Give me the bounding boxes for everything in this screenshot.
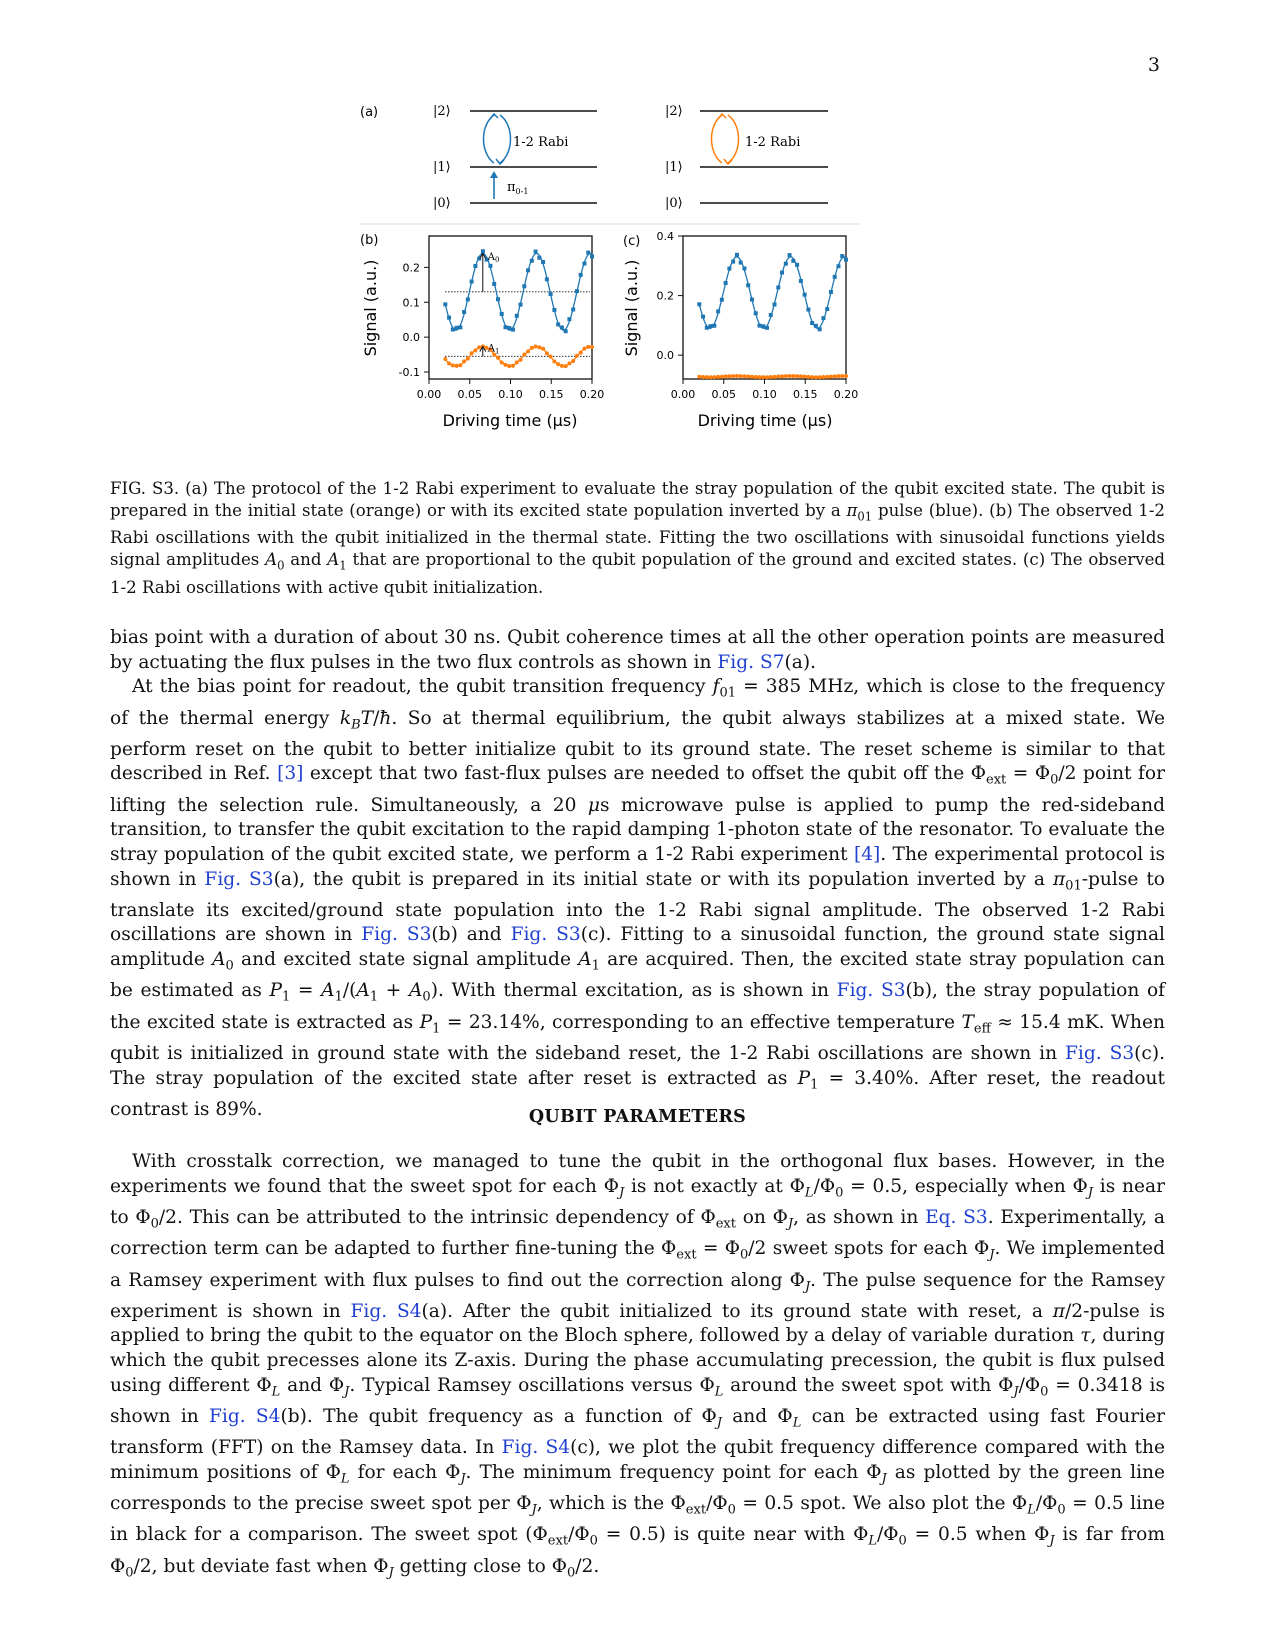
data-point bbox=[765, 326, 769, 330]
data-point bbox=[567, 361, 571, 365]
data-point bbox=[825, 375, 829, 379]
data-point bbox=[821, 316, 825, 320]
data-point bbox=[466, 357, 470, 361]
panel-c-xlabel: Driving time (μs) bbox=[697, 411, 833, 430]
data-point bbox=[727, 267, 731, 271]
caption-pi-sub: 01 bbox=[857, 508, 873, 523]
x-tick-label: 0.20 bbox=[579, 388, 605, 401]
level-2-label-right: |2⟩ bbox=[665, 104, 683, 119]
panel-c-ylabel: Signal (a.u.) bbox=[622, 259, 641, 357]
data-point bbox=[754, 375, 758, 379]
data-point bbox=[776, 285, 780, 289]
x-tick-label: 0.10 bbox=[498, 388, 523, 401]
data-point bbox=[731, 260, 735, 264]
ref-3[interactable]: [3] bbox=[277, 763, 304, 785]
data-point bbox=[761, 375, 765, 379]
data-point bbox=[530, 259, 534, 263]
caption-part-3: that are proportional to the qubit population of the ground and excited states. (c) The observed 1-2 Rabi oscillations with active qubit initialization. bbox=[110, 549, 1166, 597]
ref-fig-s4c[interactable]: Fig. S4 bbox=[501, 1437, 571, 1459]
panel-b-label: (b) bbox=[360, 233, 379, 248]
level-0-label: |0⟩ bbox=[433, 196, 451, 211]
rabi-label-right: 1-2 Rabi bbox=[745, 135, 801, 150]
data-point bbox=[844, 258, 848, 262]
data-point bbox=[477, 345, 481, 349]
data-point bbox=[757, 375, 761, 379]
ref-fig-s3c[interactable]: Fig. S3 bbox=[510, 924, 581, 946]
data-point bbox=[500, 361, 504, 365]
data-point bbox=[537, 256, 541, 260]
data-point bbox=[564, 329, 568, 333]
data-point bbox=[705, 375, 709, 379]
data-point bbox=[724, 281, 728, 285]
data-point bbox=[735, 253, 739, 257]
pi01-label: $\pi_{0-1}$ bbox=[507, 180, 529, 196]
x-tick-label: 0.20 bbox=[833, 388, 859, 401]
data-point bbox=[579, 351, 583, 355]
data-point bbox=[825, 307, 829, 311]
data-point bbox=[519, 303, 523, 307]
data-point bbox=[814, 375, 818, 379]
a0-label: $A_0$ bbox=[487, 251, 500, 264]
data-point bbox=[552, 359, 556, 363]
data-point bbox=[458, 363, 462, 367]
data-point bbox=[507, 326, 511, 330]
data-point bbox=[582, 262, 586, 266]
y-tick-label: 0.1 bbox=[402, 296, 420, 310]
paragraph-bias-point: bias point with a duration of about 30 ns. Qubit coherence times at all the other operation points are measured by actuating the flux pulses in the two flux controls as shown in Fig. S7(a). bbox=[110, 627, 1165, 673]
data-point bbox=[810, 321, 814, 325]
ref-eq-s3[interactable]: Eq. S3 bbox=[925, 1206, 988, 1228]
body-text-upper bbox=[110, 626, 1165, 1122]
panel-b-ylabel: Signal (a.u.) bbox=[361, 259, 380, 357]
data-point bbox=[541, 347, 545, 351]
data-point bbox=[541, 260, 545, 264]
y-tick-label: 0.4 bbox=[656, 230, 674, 243]
data-point bbox=[795, 263, 799, 267]
data-point bbox=[511, 364, 515, 368]
data-point bbox=[488, 264, 492, 268]
data-point bbox=[447, 361, 451, 365]
x-tick-label: 0.15 bbox=[793, 388, 818, 401]
data-point bbox=[519, 358, 523, 362]
data-point bbox=[556, 322, 560, 326]
data-point bbox=[791, 259, 795, 263]
data-point bbox=[836, 374, 840, 378]
data-point bbox=[746, 375, 750, 379]
data-point bbox=[549, 292, 553, 296]
y-tick-label: 0.2 bbox=[402, 261, 420, 275]
data-point bbox=[575, 354, 579, 358]
page-number: 3 bbox=[1147, 54, 1160, 76]
caption-fig-label: FIG. S3. bbox=[110, 479, 180, 498]
caption-pi: π bbox=[846, 500, 858, 520]
level-2-label: |2⟩ bbox=[433, 104, 451, 119]
data-point bbox=[814, 324, 818, 328]
x-tick-label: 0.10 bbox=[752, 388, 777, 401]
data-point bbox=[511, 328, 515, 332]
data-point bbox=[709, 375, 713, 379]
data-point bbox=[788, 374, 792, 378]
y-tick-label: -0.1 bbox=[398, 366, 420, 380]
data-point bbox=[784, 262, 788, 266]
data-point bbox=[522, 284, 526, 288]
data-point bbox=[840, 374, 844, 378]
data-point bbox=[697, 302, 701, 306]
data-point bbox=[492, 282, 496, 286]
data-point bbox=[742, 374, 746, 378]
data-point bbox=[716, 309, 720, 313]
data-point bbox=[840, 254, 844, 258]
data-point bbox=[833, 374, 837, 378]
data-point bbox=[697, 375, 701, 379]
data-point bbox=[709, 324, 713, 328]
data-point bbox=[503, 325, 507, 329]
caption-a1-sub: 1 bbox=[339, 558, 347, 573]
data-point bbox=[750, 375, 754, 379]
ref-fig-s3b[interactable]: Fig. S3 bbox=[361, 924, 432, 946]
data-point bbox=[750, 298, 754, 302]
data-point bbox=[742, 266, 746, 270]
panel-b-chart bbox=[361, 236, 604, 430]
data-point bbox=[784, 374, 788, 378]
data-point bbox=[836, 264, 840, 268]
ref-fig-s3b-2[interactable]: Fig. S3 bbox=[836, 980, 906, 1002]
panel-a-left-levels bbox=[433, 104, 597, 211]
data-point bbox=[799, 374, 803, 378]
data-point bbox=[810, 375, 814, 379]
data-point bbox=[712, 375, 716, 379]
ref-fig-s3a[interactable]: Fig. S3 bbox=[204, 868, 274, 890]
data-point bbox=[571, 307, 575, 311]
level-0-label-right: |0⟩ bbox=[665, 196, 683, 211]
ref-fig-s4a[interactable]: Fig. S4 bbox=[350, 1300, 422, 1322]
level-1-label: |1⟩ bbox=[433, 160, 451, 175]
data-point bbox=[507, 364, 511, 368]
data-point bbox=[727, 374, 731, 378]
data-point bbox=[496, 297, 500, 301]
data-point bbox=[821, 375, 825, 379]
data-point bbox=[534, 250, 538, 254]
x-tick-label: 0.05 bbox=[711, 388, 736, 401]
panel-b-xlabel: Driving time (μs) bbox=[442, 411, 578, 430]
data-point bbox=[473, 264, 477, 268]
data-point bbox=[515, 314, 519, 318]
data-point bbox=[496, 356, 500, 360]
data-point bbox=[552, 308, 556, 312]
paragraph-readout: At the bias point for readout, the qubit transition frequency $f_{01} = 385$ MHz, which is close to the frequency of the thermal energy $k_BT/ħ$. So at thermal equilibrium, the qubit always stabilizes at a mixed state. We perform reset on the qubit to better initialize qubit to its ground state. The reset scheme is similar to that described in Ref. [3] except that two fast-flux pulses are needed to offset the qubit off the $\Phi_{ext} = \Phi_0/2$ point for lifting the selection rule. Simultaneously, a 20 μs microwave pulse is applied to pump the red-sideband transition, to transfer the qubit excitation to the rapid damping 1-photon state of the resonator. To evaluate the stray population of the qubit excited state, we perform a 1-2 Rabi experiment [4]. The experimental protocol is shown in Fig. S3(a), the qubit is prepared in its initial state or with its population inverted by a $\pi_{01}$-pulse to translate its excited/ground state population into the 1-2 Rabi signal amplitude. The observed 1-2 Rabi oscillations are shown in Fig. S3(b) and Fig. S3(c). Fitting to a sinusoidal function, the ground state signal amplitude $A_0$ and excited state signal amplitude $A_1$ are acquired. Then, the excited state stray population can be estimated as $P_1 = A_1/(A_1 + A_0)$. With thermal excitation, as is shown in Fig. S3(b), the stray population of the excited state is extracted as $P_1 = 23.14\%$, corresponding to an effective temperature $T_{eff} \approx 15.4$ mK. When qubit is initialized in ground state with the sideband reset, the 1-2 Rabi oscillations are shown in Fig. S3(c). The stray population of the excited state after reset is extracted as $P_1 = 3.40\%$. After reset, the readout contrast is 89%. bbox=[110, 676, 1166, 1120]
data-point bbox=[458, 325, 462, 329]
data-point bbox=[526, 349, 530, 353]
x-tick-label: 0.05 bbox=[457, 388, 482, 401]
data-point bbox=[757, 324, 761, 328]
data-point bbox=[799, 279, 803, 283]
caption-a0-sub: 0 bbox=[277, 558, 285, 573]
data-point bbox=[447, 316, 451, 320]
data-point bbox=[451, 328, 455, 332]
data-point bbox=[466, 297, 470, 301]
x-tick-label: 0.00 bbox=[670, 388, 696, 401]
data-point bbox=[712, 324, 716, 328]
data-point bbox=[567, 317, 571, 321]
data-point bbox=[522, 352, 526, 356]
data-point bbox=[590, 345, 594, 349]
data-point bbox=[739, 374, 743, 378]
data-point bbox=[534, 345, 538, 349]
data-point bbox=[560, 325, 564, 329]
data-point bbox=[780, 374, 784, 378]
data-point bbox=[586, 345, 590, 349]
data-point bbox=[582, 347, 586, 351]
data-point bbox=[829, 290, 833, 294]
data-point bbox=[803, 375, 807, 379]
data-point bbox=[716, 375, 720, 379]
level-1-label-right: |1⟩ bbox=[665, 160, 683, 175]
data-point bbox=[503, 363, 507, 367]
data-point bbox=[556, 362, 560, 366]
data-point bbox=[788, 253, 792, 257]
data-point bbox=[470, 351, 474, 355]
data-point bbox=[795, 374, 799, 378]
figure-caption bbox=[110, 478, 1165, 598]
panel-a-right-levels bbox=[665, 104, 828, 211]
data-point bbox=[761, 324, 765, 328]
data-point bbox=[575, 289, 579, 293]
data-point bbox=[571, 359, 575, 363]
ref-4[interactable]: [4] bbox=[853, 843, 881, 865]
data-point bbox=[720, 298, 724, 302]
x-tick-label: 0.15 bbox=[539, 388, 564, 401]
data-point bbox=[590, 254, 594, 258]
data-point bbox=[515, 360, 519, 364]
data-point bbox=[773, 375, 777, 379]
data-point bbox=[549, 354, 553, 358]
data-point bbox=[564, 364, 568, 368]
data-point bbox=[780, 271, 784, 275]
data-point bbox=[818, 327, 822, 331]
data-point bbox=[735, 374, 739, 378]
data-point bbox=[451, 363, 455, 367]
data-point bbox=[773, 303, 777, 307]
ref-fig-s3c-2[interactable]: Fig. S3 bbox=[1065, 1042, 1135, 1064]
data-point bbox=[776, 375, 780, 379]
data-point bbox=[765, 375, 769, 379]
data-point bbox=[818, 375, 822, 379]
data-point bbox=[579, 273, 583, 277]
caption-part-2: pulse (blue). (b) The observed 1-2 Rabi oscillations with the qubit initialized in the thermal state. Fitting the two oscillations with sinusoidal functions yields signal amplitudes bbox=[110, 500, 1165, 569]
data-point bbox=[560, 364, 564, 368]
data-point bbox=[586, 251, 590, 255]
body-text-lower bbox=[110, 1150, 1165, 1586]
ref-fig-s7[interactable]: Fig. S7 bbox=[717, 651, 785, 673]
y-tick-label: 0.0 bbox=[402, 331, 420, 345]
data-point bbox=[455, 326, 459, 330]
data-point bbox=[806, 308, 810, 312]
rabi-label-left: 1-2 Rabi bbox=[513, 135, 569, 150]
data-point bbox=[724, 374, 728, 378]
data-point bbox=[545, 277, 549, 281]
y-tick-label: 0.2 bbox=[656, 289, 674, 303]
data-point bbox=[526, 268, 530, 272]
data-point bbox=[500, 312, 504, 316]
a1-label: $A_1$ bbox=[487, 343, 500, 356]
panel-c-label: (c) bbox=[623, 234, 641, 249]
data-point bbox=[833, 275, 837, 279]
data-point bbox=[701, 375, 705, 379]
y-tick-label: 0.0 bbox=[656, 349, 674, 363]
figure-s3 bbox=[360, 95, 870, 440]
ref-fig-s4b[interactable]: Fig. S4 bbox=[209, 1405, 281, 1427]
data-point bbox=[470, 280, 474, 284]
data-point bbox=[701, 315, 705, 319]
data-point bbox=[481, 249, 485, 253]
data-point bbox=[443, 357, 447, 361]
section-title: QUBIT PARAMETERS bbox=[528, 1107, 747, 1127]
data-point bbox=[731, 374, 735, 378]
data-point bbox=[844, 374, 848, 378]
data-point bbox=[462, 310, 466, 314]
panel-a-label: (a) bbox=[360, 105, 379, 120]
data-point bbox=[739, 261, 743, 265]
caption-part-1: (a) The protocol of the 1-2 Rabi experiment to evaluate the stray population of the qubit excited state. The qubit is prepared in the initial state (orange) or with its excited state population inverted by a bbox=[110, 479, 1166, 520]
data-point bbox=[806, 375, 810, 379]
caption-a0: A bbox=[265, 549, 278, 569]
data-point bbox=[769, 313, 773, 317]
data-point bbox=[455, 364, 459, 368]
caption-a1: A bbox=[327, 549, 340, 569]
data-point bbox=[473, 348, 477, 352]
data-point bbox=[754, 311, 758, 315]
data-point bbox=[791, 374, 795, 378]
paragraph-qubit-parameters: With crosstalk correction, we managed to tune the qubit in the orthogonal flux bases. However, in the experiments we found that the sweet spot for each $\Phi_J$ is not exactly at $\Phi_L/\Phi_0 = 0.5$, especially when $\Phi_J$ is near to $\Phi_0/2$. This can be attributed to the intrinsic dependency of $\Phi_{ext}$ on $\Phi_J$, as shown in Eq. S3. Experimentally, a correction term can be adapted to further fine-tuning the $\Phi_{ext} = \Phi_0/2$ sweet spots for each $\Phi_J$. We implemented a Ramsey experiment with flux pulses to find out the correction along $\Phi_J$. The pulse sequence for the Ramsey experiment is shown in Fig. S4(a). After the qubit initialized to its ground state with reset, a π/2-pulse is applied to bring the qubit to the equator on the Bloch sphere, followed by a delay of variable duration τ, during which the qubit precesses alone its Z-axis. During the phase accumulating precession, the qubit is flux pulsed using different $\Phi_L$ and $\Phi_J$. Typical Ramsey oscillations versus $\Phi_L$ around the sweet spot with $\Phi_J/\Phi_0 = 0.3418$ is shown in Fig. S4(b). The qubit frequency as a function of $\Phi_J$ and $\Phi_L$ can be extracted using fast Fourier transform (FFT) on the Ramsey data. In Fig. S4(c), we plot the qubit frequency difference compared with the minimum positions of $\Phi_L$ for each $\Phi_J$. The minimum frequency point for each $\Phi_J$ as plotted by the green line corresponds to the precise sweet spot per $\Phi_J$, which is the $\Phi_{ext}/\Phi_0 = 0.5$ spot. We also plot the $\Phi_L/\Phi_0 = 0.5$ line in black for a comparison. The sweet spot $(\Phi_{ext}/\Phi_0 = 0.5)$ is quite near with $\Phi_L/\Phi_0 = 0.5$ when $\Phi_J$ is far from $\Phi_0/2$, but deviate fast when $\Phi_J$ getting close to $\Phi_0/2$. bbox=[110, 1151, 1166, 1581]
panel-c-chart bbox=[622, 230, 858, 430]
data-point bbox=[720, 375, 724, 379]
data-point bbox=[803, 293, 807, 297]
x-tick-label: 0.00 bbox=[416, 388, 442, 401]
data-point bbox=[769, 375, 773, 379]
data-point bbox=[537, 345, 541, 349]
data-point bbox=[443, 302, 447, 306]
data-point bbox=[462, 359, 466, 363]
caption-and: and bbox=[290, 549, 322, 569]
data-point bbox=[746, 283, 750, 287]
data-point bbox=[829, 375, 833, 379]
data-point bbox=[530, 346, 534, 350]
data-point bbox=[545, 351, 549, 355]
data-point bbox=[705, 326, 709, 330]
